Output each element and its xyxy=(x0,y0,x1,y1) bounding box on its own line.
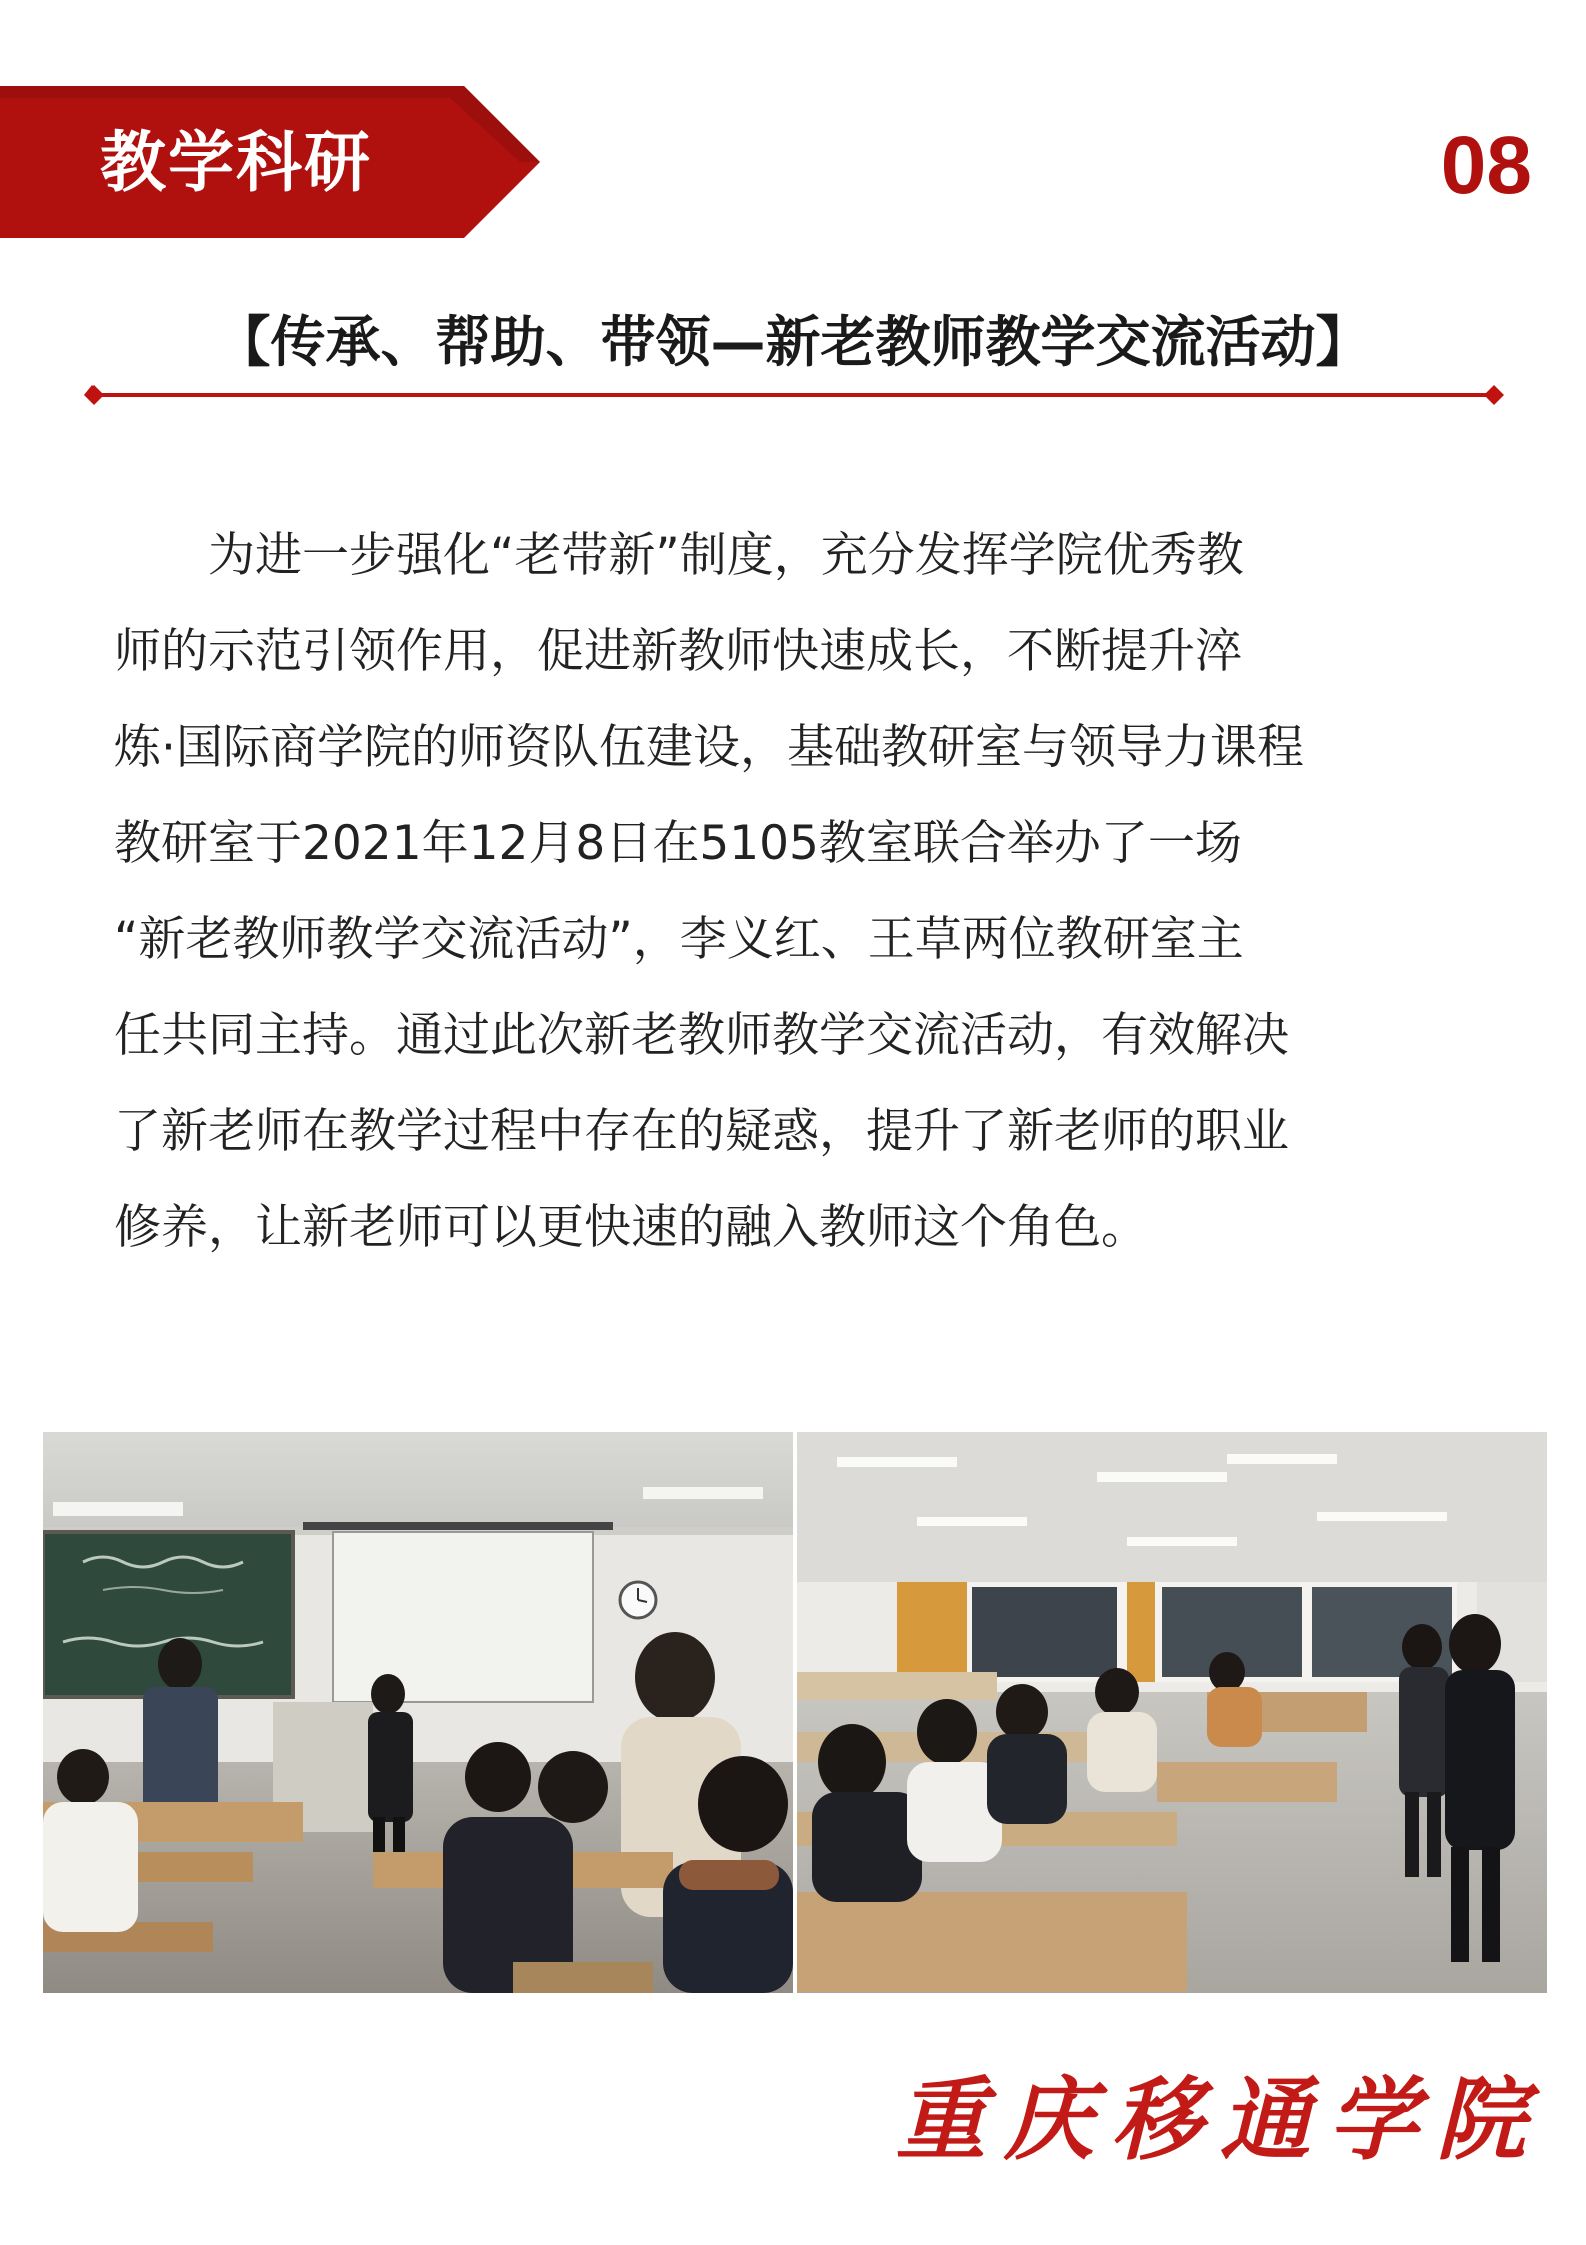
paragraph-line: 为进一步强化“老带新”制度，充分发挥学院优秀教 xyxy=(114,528,1244,583)
paragraph-line: 任共同主持。通过此次新老教师教学交流活动，有效解决 xyxy=(114,1008,1289,1063)
school-logo-text: 重庆移通学院 xyxy=(896,2067,1544,2173)
paragraph-line: “新老教师教学交流活动”，李义红、王草两位教研室主 xyxy=(114,912,1244,967)
title-divider xyxy=(84,380,1504,410)
page-number: 08 xyxy=(1440,120,1532,211)
paragraph-line: 修养，让新老师可以更快速的融入教师这个角色。 xyxy=(114,1200,1148,1255)
paragraph-line: 师的示范引领作用，促进新教师快速成长，不断提升淬 xyxy=(114,624,1242,679)
divider-diamond-left xyxy=(84,385,104,405)
paragraph-line: 教研室于2021年12月8日在5105教室联合举办了一场 xyxy=(114,816,1242,871)
paragraph-line: 了新老师在教学过程中存在的疑惑，提升了新老师的职业 xyxy=(114,1104,1289,1159)
article-title: 【传承、帮助、带领—新老教师教学交流活动】 xyxy=(215,310,1371,374)
article-paragraph xyxy=(114,508,1514,1276)
section-banner xyxy=(0,86,540,238)
divider-diamond-right xyxy=(1484,385,1504,405)
section-label: 教学科研 xyxy=(100,123,372,201)
paragraph-line: 炼·国际商学院的师资队伍建设，基础教研室与领导力课程 xyxy=(114,720,1304,775)
classroom-photo-right xyxy=(797,1432,1547,1993)
classroom-photo-left xyxy=(43,1432,793,1993)
